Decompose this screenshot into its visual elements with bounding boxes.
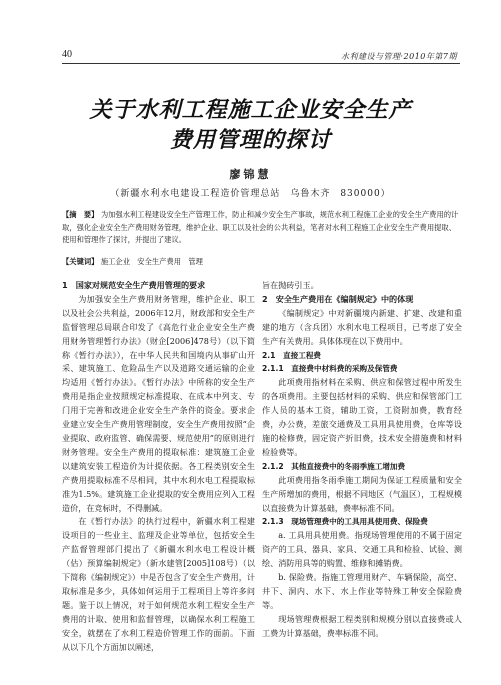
author-name: 廖锦慧 [229,168,272,181]
subsubsection-heading: 2.1.2 其他直接费中的冬雨季施工增加费 [262,461,406,471]
body-paragraph: 此项费用指冬雨季施工期间为保证工程质量和安全生产所增加的费用，根据不同地区（气温区），工程规模以直接费为计算基础，费率标准不同。 [262,474,462,513]
body-left-column [62,279,255,654]
abstract-text: 为加强水利工程建设安全生产管理工作，防止和减少安全生产事故，规范水利工程施工企业的安全生产费用的计取，强化企业安全生产费用财务管理，维护企业、职工以及社会的公共利益，笔者对水利工程施工企业安全生产费用提取、使用和管理作了探讨，并提出了建议。 [62,210,459,244]
body-paragraph: 为加强安全生产费用财务管理，维护企业、职工以及社会公共利益，2006年12月，财政部和安全生产监督管理总局联合印发了《高危行业企业安全生产费用财务管理暂行办法》（财企[2006]478号）（以下简称《暂行办法》），在中华人民共和国境内从事矿山开采、建筑施工、危险品生产以及道路交通运输的企业均适用《暂行办法》。《暂行办法》中所称的安全生产费用是指企业按照规定标准提取、在成本中列支、专门用于完善和改进企业安全生产条件的资金。要求企业建立安全生产费用管理制度，安全生产费用按照“企业提取、政府监管、确保需要、规范使用”的原则进行财务管理。安全生产费用的提取标准：建筑施工企业以建筑安装工程造价为计提依据。各工程类别安全生产费用提取标准不尽相同，其中水利水电工程提取标准为1.5%。建筑施工企业提取的安全费用应列入工程造价，在竞标时，不得删减。 [62,293,255,513]
subsubsection-heading: 2.1.3 现场管理费中的工具用具使用费、保险费 [262,517,428,527]
author-affiliation: （新疆水利水电建设工程造价管理总站 乌鲁木齐 830000） [110,189,391,199]
keywords [62,257,460,267]
section-heading: 2 安全生产费用在《编制规定》中的体现 [262,293,414,304]
header-rule [62,63,460,64]
body-paragraph: a. 工具用具使用费。指现场管理使用的不属于固定资产的工具、器具、家具、交通工具和检验、试验、测绘、消防用具等的购置、维修和摊销费。 [262,530,462,569]
keywords-text: 施工企业 安全生产费用 管理 [100,257,203,266]
keywords-label: 【关键词】 [62,257,99,266]
body-paragraph-continued: 旨在抛砖引玉。 [262,280,319,290]
abstract [62,209,460,247]
article-title-line-2: 费用管理的探讨 [169,128,331,153]
body-paragraph: 在《暂行办法》的执行过程中，新疆水利工程建设项目的一些业主、监理及企业等单位，包括安全生产监督管理部门提出了《新疆水利水电工程设计概（估）预算编制规定》（新水建管[2005]108号）（以下简称《编制规定》）中是否包含了安全生产费用，计取标准是多少，具体如何运用于工程项目上等许多问题。鉴于以上情况，对于如何规范水利工程安全生产费用的计取、使用和监督管理，以确保水利工程施工安全，就摆在了水利工程造价管理工作的面前。下面从以下几个方面加以阐述， [62,516,255,652]
body-right-column [262,279,462,641]
body-paragraph: 现场管理费根据工程类别和规模分别以直接费或人工费为计算基础，费率标准不同。 [262,613,462,638]
body-paragraph: 此项费用指材料在采购、供应和保管过程中所发生的各项费用。主要包括材料的采购、供应和保管部门工作人员的基本工资，辅助工资，工资附加费，教育经费，办公费，差旅交通费及工具用具使用费，仓库等设施的检修费，固定资产折旧费，技术安全措施费和材料检验费等。 [262,377,462,457]
body-paragraph: 《编制规定》中对新疆境内新建、扩建、改建和重建的地方（含兵团）水利水电工程项目，已考虑了安全生产有关费用。具体体现在以下费用中。 [262,307,462,346]
article-title-line-1: 关于水利工程施工企业安全生产 [89,98,412,123]
journal-running-head: 水利建设与管理·2010年第7期 [341,52,457,61]
subsection-heading: 2.1 直接工程费 [262,350,322,360]
subsubsection-heading: 2.1.1 直接费中材料费的采购及保管费 [262,364,398,374]
section-heading: 1 国家对规范安全生产费用管理的要求 [62,280,206,290]
page-number: 40 [62,49,72,60]
abstract-label: 【摘 要】 [62,210,99,219]
body-paragraph: b. 保险费。指施工管理用财产、车辆保险，高空、井下、洞内、水下、水上作业等特殊工种安全保险费等。 [262,572,462,610]
